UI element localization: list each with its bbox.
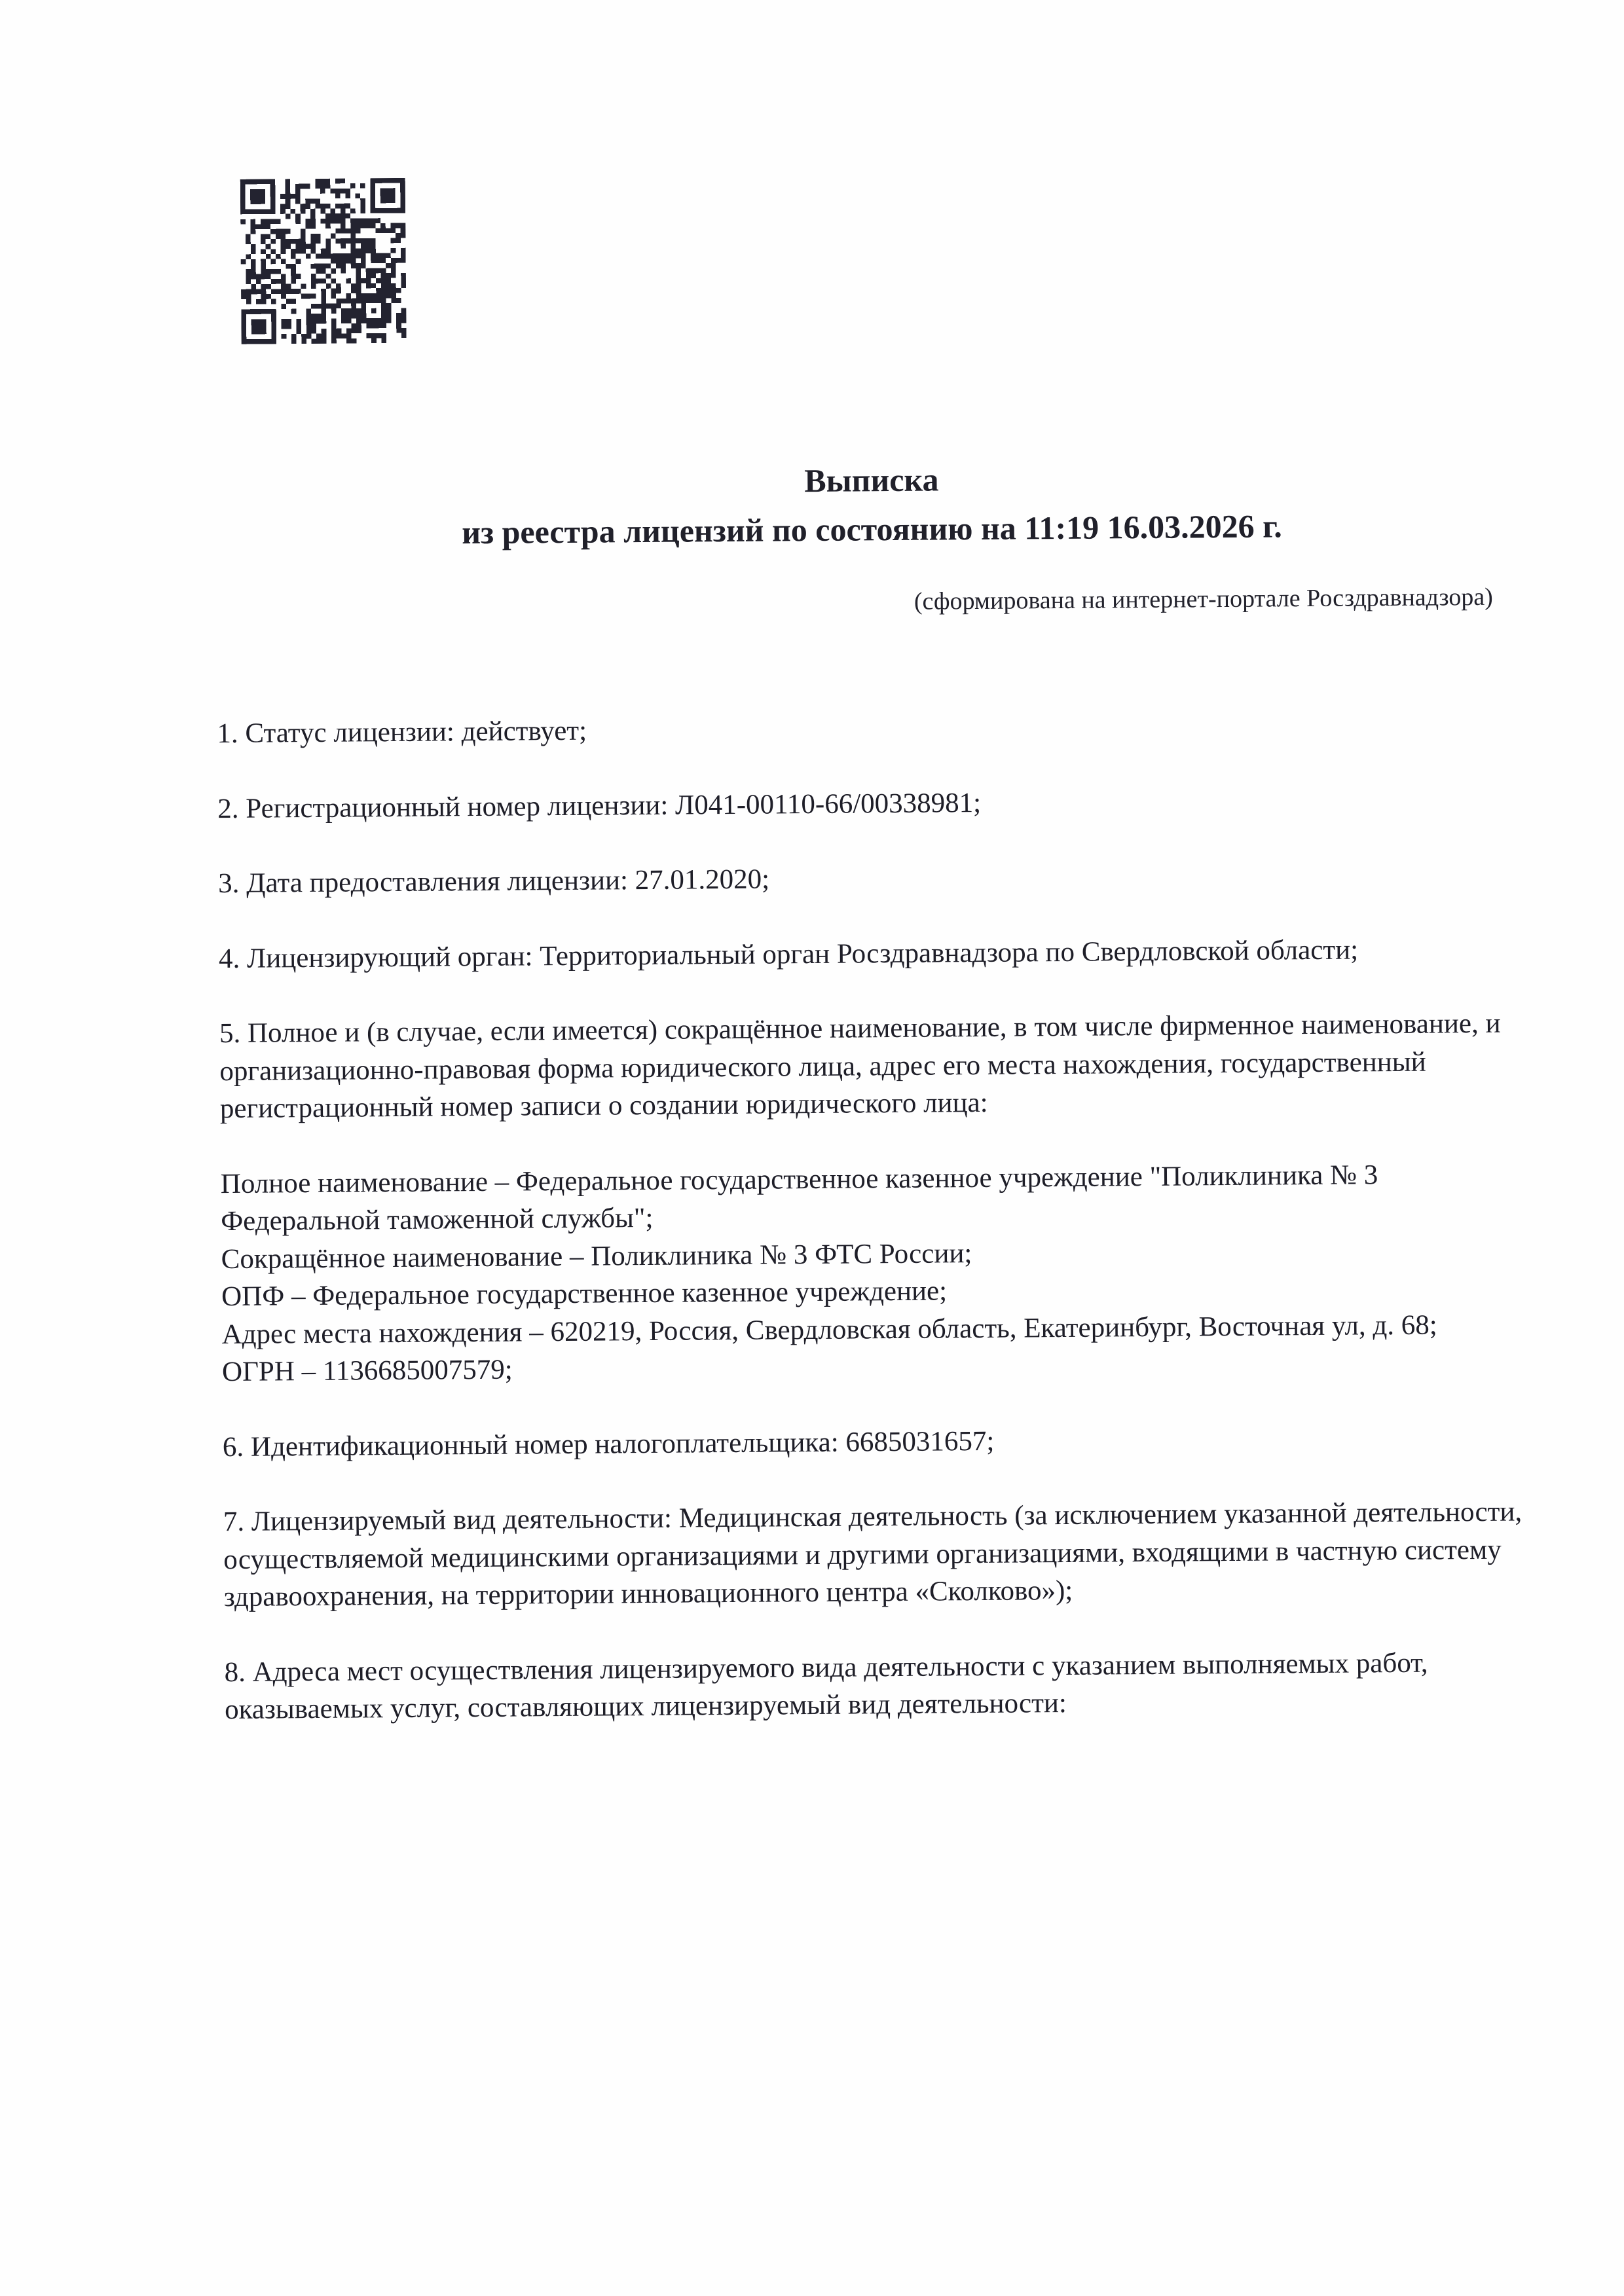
document-subtitle: из реестра лицензий по состоянию на 11:19 16.03.2026 г. xyxy=(461,507,1282,551)
grant-date-paragraph: 3. Дата предоставления лицензии: 27.01.2020; xyxy=(217,864,770,900)
license-status-paragraph: 1. Статус лицензии: действует; xyxy=(217,715,587,750)
text-column xyxy=(215,450,1538,1766)
document-body xyxy=(217,704,1538,1728)
generation-note: (сформирована на интернет-портале Росздравнадзора) xyxy=(913,583,1493,615)
licensed-activity-paragraph: 7. Лицензируемый вид деятельности: Медицинская деятельность (за исключением указанной деятельности, осуществляемой медицинскими организациями и другими организациями, входящими в частную систему здравоохранения, на территории инновационного центра «Сколково»); xyxy=(223,1496,1522,1613)
organization-intro-paragraph: 5. Полное и (в случае, если имеется) сокращённое наименование, в том числе фирменное наименование, и организационно-правовая форма юридического лица, адрес его места нахождения, государственный регистрационный номер записи о создании юридического лица: xyxy=(219,1008,1501,1125)
taxpayer-id-paragraph: 6. Идентификационный номер налогоплательщика: 6685031657; xyxy=(222,1425,995,1463)
activity-addresses-paragraph: 8. Адреса мест осуществления лицензируемого вида деятельности с указанием выполняемых работ, оказываемых услуг, составляющих лицензируемый вид деятельности: xyxy=(224,1647,1428,1726)
document-title: Выписка xyxy=(804,461,939,500)
organization-details-paragraph: Полное наименование – Федеральное государственное казенное учреждение "Поликлиника № 3 Федеральной таможенной службы"; Сокращённое наименование – Поликлиника № 3 ФТС России; ОПФ – Федеральное государственное казенное учреждение; Адрес места нахождения – 620219, Россия, Свердловская область, Екатеринбург, Восточная ул, д. 68; ОГРН – 1136685007579; xyxy=(220,1159,1437,1388)
registration-number-paragraph: 2. Регистрационный номер лицензии: Л041-00110-66/00338981; xyxy=(217,787,982,824)
licensing-authority-paragraph: 4. Лицензирующий орган: Территориальный орган Росздравнадзора по Свердловской области; xyxy=(218,934,1359,974)
qr-code xyxy=(240,178,407,344)
document-title-block xyxy=(215,450,1528,559)
